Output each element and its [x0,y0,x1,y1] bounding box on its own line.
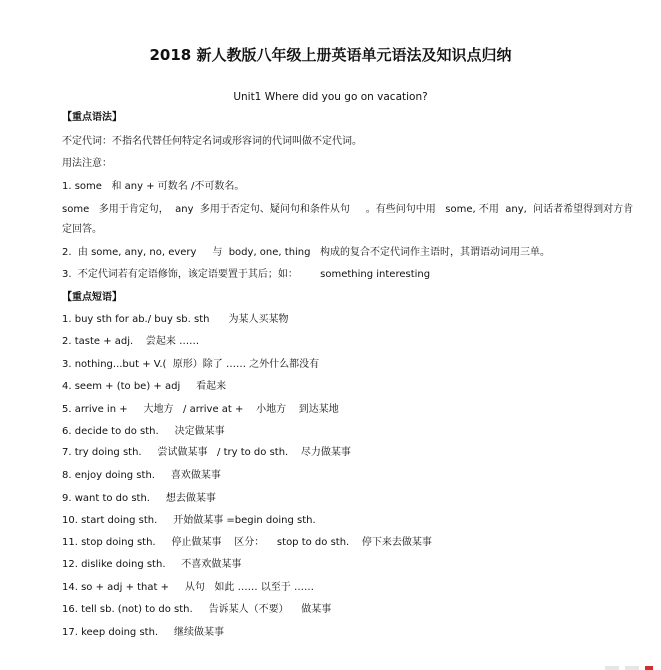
document-title: 2018 新人教版八年级上册英语单元语法及知识点归纳 [149,46,512,64]
phrase-item: 16. tell sb. (not) to do sth. 告诉某人（不要） 做某事 [62,604,332,615]
grammar-line: 3. 不定代词若有定语修饰，该定语要置于其后；如： something interesting [62,269,431,280]
phrase-item: 17. keep doing sth. 继续做某事 [62,627,224,638]
grammar-line: 用法注意： [62,158,112,169]
phrase-item: 12. dislike doing sth. 不喜欢做某事 [62,559,242,570]
unit-title: Unit1 Where did you go on vacation? [233,91,428,103]
phrase-item: 1. buy sth for ab./ buy sb. sth 为某人买某物 [62,314,289,325]
phrase-item: 8. enjoy doing sth. 喜欢做某事 [62,470,221,481]
grammar-heading: 【重点语法】 [62,112,122,123]
phrase-item: 6. decide to do sth. 决定做某事 [62,426,225,437]
page-corner-marks [593,666,653,670]
grammar-line: 不定代词：不指名代替任何特定名词或形容词的代词叫做不定代词。 [62,136,362,147]
phrases-heading: 【重点短语】 [62,292,122,303]
phrase-item: 10. start doing sth. 开始做某事 =begin doing sth. [62,515,316,526]
phrase-item: 2. taste + adj. 尝起来 …… [62,336,200,347]
phrase-item: 5. arrive in + 大地方 / arrive at + 小地方 到达某地 [62,404,339,415]
corner-mark [625,666,639,670]
phrase-item: 3. nothing...but + V.( 原形）除了 …… 之外什么都没有 [62,359,320,370]
phrase-item: 7. try doing sth. 尝试做某事 / try to do sth. 尽力做某事 [62,447,351,458]
phrase-item: 4. seem + (to be) + adj 看起来 [62,381,227,392]
phrase-item: 9. want to do sth. 想去做某事 [62,493,216,504]
corner-mark [605,666,619,670]
corner-mark-red [645,666,653,670]
phrase-item: 14. so + adj + that + 从句 如此 …… 以至于 …… [62,582,314,593]
grammar-line: 定回答。 [62,224,102,235]
phrase-item: 11. stop doing sth. 停止做某事 区分： stop to do sth. 停下来去做某事 [62,537,432,548]
grammar-line: 2. 由 some, any, no, every 与 body, one, thing 构成的复合不定代词作主语时，其谓语动词用三单。 [62,247,551,258]
grammar-line: 1. some 和 any + 可数名 /不可数名。 [62,181,245,192]
grammar-line: some 多用于肯定句， any 多用于否定句、疑问句和条件从句 。有些问句中用 some, 不用 any, 问话者希望得到对方肯 [62,204,634,215]
